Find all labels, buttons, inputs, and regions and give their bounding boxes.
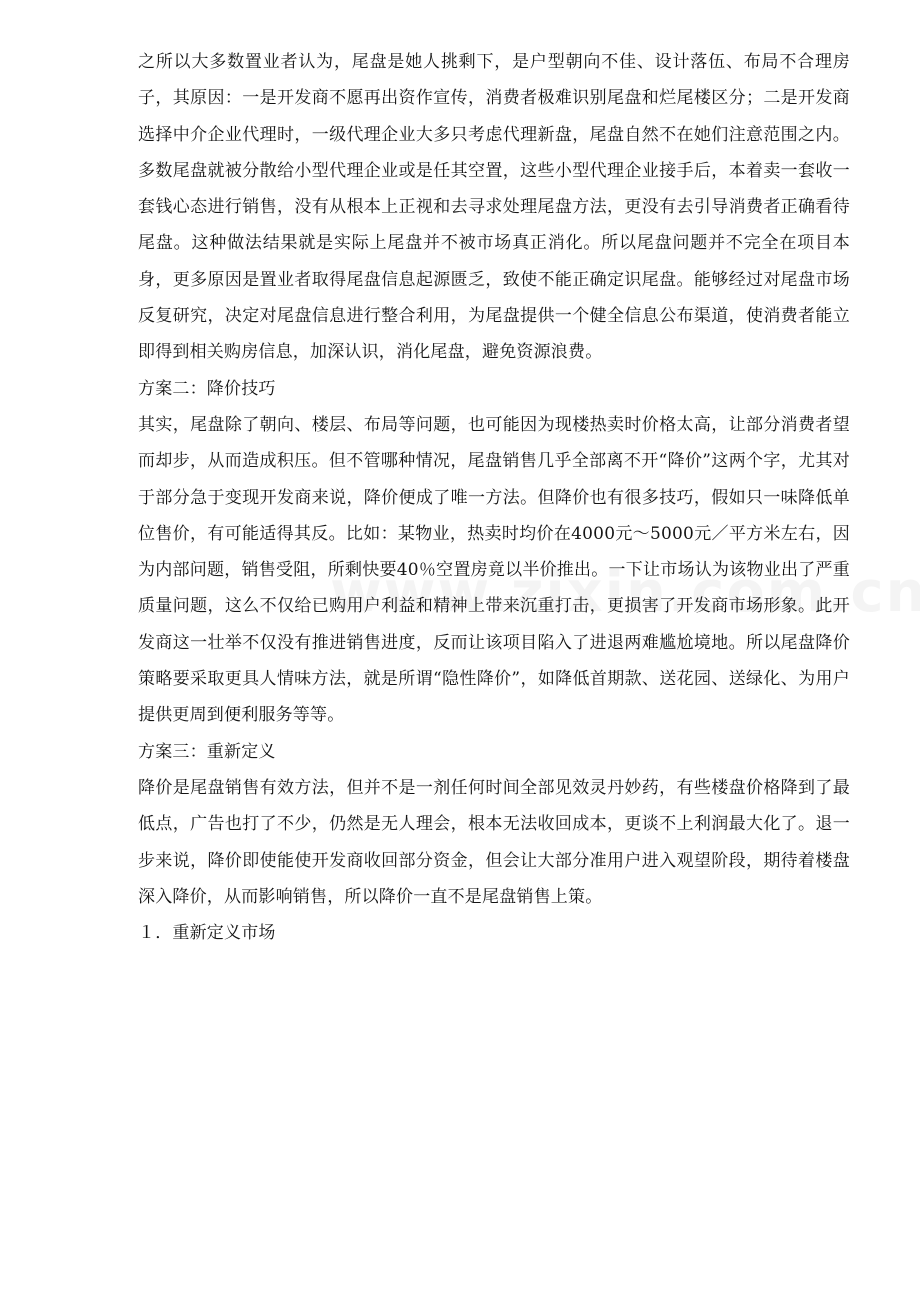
paragraph-tail-reasons: 之所以大多数置业者认为，尾盘是她人挑剩下，是户型朝向不佳、设计落伍、布局不合理房子，其原因：一是开发商不愿再出资作宣传，消费者极难识别尾盘和烂尾楼区分；二是开发商选择中介企业代理时，一级代理企业大多只考虑代理新盘，尾盘自然不在她们注意范围之内。多数尾盘就被分散给小型代理企业或是任其空置，这些小型代理企业接手后，本着卖一套收一套钱心态进行销售，没有从根本上正视和去寻求处理尾盘方法，更没有去引导消费者正确看待尾盘。这种做法结果就是实际上尾盘并不被市场真正消化。所以尾盘问题并不完全在项目本身，更多原因是置业者取得尾盘信息起源匮乏，致使不能正确定识尾盘。能够经过对尾盘市场反复研究，决定对尾盘信息进行整合利用，为尾盘提供一个健全信息公布渠道，使消费者能立即得到相关购房信息，加深认识，消化尾盘，避免资源浪费。 (138, 52, 850, 363)
document-body (138, 44, 850, 951)
heading-plan-three: 方案三：重新定义 (138, 741, 276, 762)
heading-plan-two: 方案二：降价技巧 (138, 378, 276, 399)
paragraph-redefine: 降价是尾盘销售有效方法，但并不是一剂任何时间全部见效灵丹妙药，有些楼盘价格降到了最低点，广告也打了不少，仍然是无人理会，根本无法收回成本，更谈不上利润最大化了。退一步来说，降价即使能使开发商收回部分资金，但会让大部分准用户进入观望阶段，期待着楼盘深入降价，从而影响销售，所以降价一直不是尾盘销售上策。 (138, 777, 850, 907)
heading-redefine-market: １．重新定义市场 (138, 923, 276, 944)
paragraph-price-cut-tips: 其实，尾盘除了朝向、楼层、布局等问题，也可能因为现楼热卖时价格太高，让部分消费者望而却步，从而造成积压。但不管哪种情况，尾盘销售几乎全部离不开“降价”这两个字，尤其对于部分急于变现开发商来说，降价便成了唯一方法。但降价也有很多技巧，假如只一味降低单位售价，有可能适得其反。比如：某物业，热卖时均价在4000元～5000元／平方米左右，因为内部问题，销售受阻，所剩快要40％空置房竟以半价推出。一下让市场认为该物业出了严重质量问题，这么不仅给已购用户利益和精神上带来沉重打击，更损害了开发商市场形象。此开发商这一壮举不仅没有推进销售进度，反而让该项目陷入了进退两难尴尬境地。所以尾盘降价策略要采取更具人情味方法，就是所谓“隐性降价”，如降低首期款、送花园、送绿化、为用户提供更周到便利服务等等。 (138, 414, 850, 726)
